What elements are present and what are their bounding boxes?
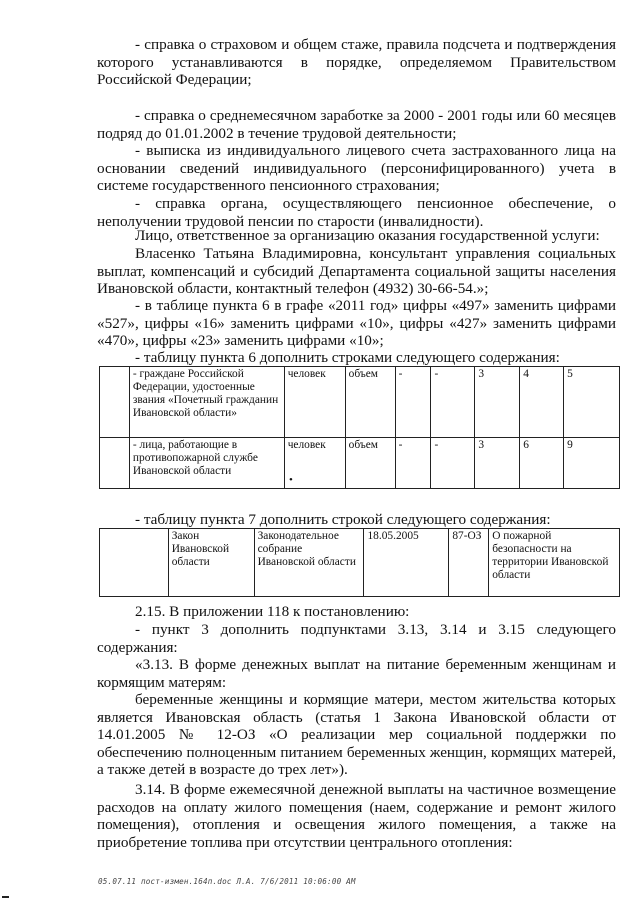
margin-mark <box>2 896 9 898</box>
paragraph-pension-insurance-certificate: - справка о страховом и общем стаже, правила подсчета и подтверждения которого устанавливаются в порядке, определяемом Правительством Российской Федерации; <box>97 36 616 89</box>
paragraph-salary-certificate: - справка о среднемесячном заработке за 2000 - 2001 годы или 60 месяцев подряд до 01.01.2002 в течение трудовой деятельности; <box>97 107 616 142</box>
paragraph-responsible-person: Власенко Татьяна Владимировна, консультант управления социальных выплат, компенсаций и субсидий Департамента социальной защиты населения Ивановской области, контактный телефон (4932) 30-66-54.»; <box>97 245 616 298</box>
table-cell: 4 <box>520 367 564 438</box>
paragraph-point-3-supplement: - пункт 3 дополнить подпунктами 3.13, 3.14 и 3.15 следующего содержания: <box>97 621 616 656</box>
table-cell <box>100 529 169 597</box>
table-cell: человек <box>284 438 345 489</box>
table-cell: 3 <box>475 367 520 438</box>
paragraph-appendix-118: 2.15. В приложении 118 к постановлению: <box>135 603 410 620</box>
table-cell: 18.05.2005 <box>364 529 449 597</box>
table-cell: - <box>431 438 475 489</box>
table-cell: 5 <box>564 367 620 438</box>
table-cell: 9 <box>564 438 620 489</box>
table-cell: объем <box>345 367 395 438</box>
table-cell <box>100 438 130 489</box>
table-cell: - лица, работающие в противопожарной службе Ивановской области <box>129 438 284 489</box>
table-cell: 87-ОЗ <box>449 529 489 597</box>
table-cell: - <box>431 367 475 438</box>
paragraph-3-13-recipients: беременные женщины и кормящие матери, местом жительства которых является Ивановская область (статья 1 Закона Ивановской области от 14.01.2005 № 12-ОЗ «О реализации мер социальной поддержки по обеспечению полноценным питанием беременных женщин, кормящих матерей, а также детей в возрасте до трех лет»). <box>97 691 616 779</box>
table-row <box>100 438 620 489</box>
table-cell <box>100 367 130 438</box>
table-cell: - <box>395 438 431 489</box>
stray-dot: • <box>289 474 293 486</box>
table-point-7-addition <box>99 528 620 597</box>
paragraph-personal-account-extract: - выписка из индивидуального лицевого счета застрахованного лица на основании сведений индивидуального (персонифицированного) учета в системе государственного пенсионного страхования; <box>97 142 616 195</box>
paragraph-table6-replace: - в таблице пункта 6 в графе «2011 год» цифры «497» заменить цифрами «527», цифры «16» заменить цифрами «10», цифры «427» заменить цифрами «470», цифры «23» заменить цифрами «10»; <box>97 297 616 350</box>
file-info-footer: 05.07.11 пост-измен.164п.doc Л.А. 7/6/2011 10:06:00 AM <box>98 877 356 886</box>
paragraph-table6-add: - таблицу пункта 6 дополнить строками следующего содержания: <box>135 349 560 366</box>
paragraph-table7-add: - таблицу пункта 7 дополнить строкой следующего содержания: <box>135 511 551 528</box>
table-cell: человек <box>284 367 345 438</box>
table-cell: Законодательное собрание Ивановской области <box>254 529 364 597</box>
table-cell: - граждане Российской Федерации, удостоенные звания «Почетный гражданин Ивановской области» <box>129 367 284 438</box>
table-cell: - <box>395 367 431 438</box>
table-cell: Закон Ивановской области <box>168 529 254 597</box>
paragraph-3-13: «3.13. В форме денежных выплат на питание беременным женщинам и кормящим матерям: <box>97 656 616 691</box>
table-cell: объем <box>345 438 395 489</box>
table-cell: 6 <box>520 438 564 489</box>
paragraph-non-receipt-certificate: - справка органа, осуществляющего пенсионное обеспечение, о неполучении трудовой пенсии по старости (инвалидности). <box>97 195 616 230</box>
table-cell: О пожарной безопасности на территории Ивановской области <box>489 529 620 597</box>
table-row <box>100 367 620 438</box>
table-cell: 3 <box>475 438 520 489</box>
paragraph-responsible-person-heading: Лицо, ответственное за организацию оказания государственной услуги: <box>135 227 600 244</box>
paragraph-3-14: 3.14. В форме ежемесячной денежной выплаты на частичное возмещение расходов на оплату жилого помещения (наем, содержание и ремонт жилого помещения), отопления и освещения жилого помещения, а также на приобретение топлива при отсутствии центрального отопления: <box>97 781 616 851</box>
table-row <box>100 529 620 597</box>
table-point-6-additions <box>99 366 620 489</box>
